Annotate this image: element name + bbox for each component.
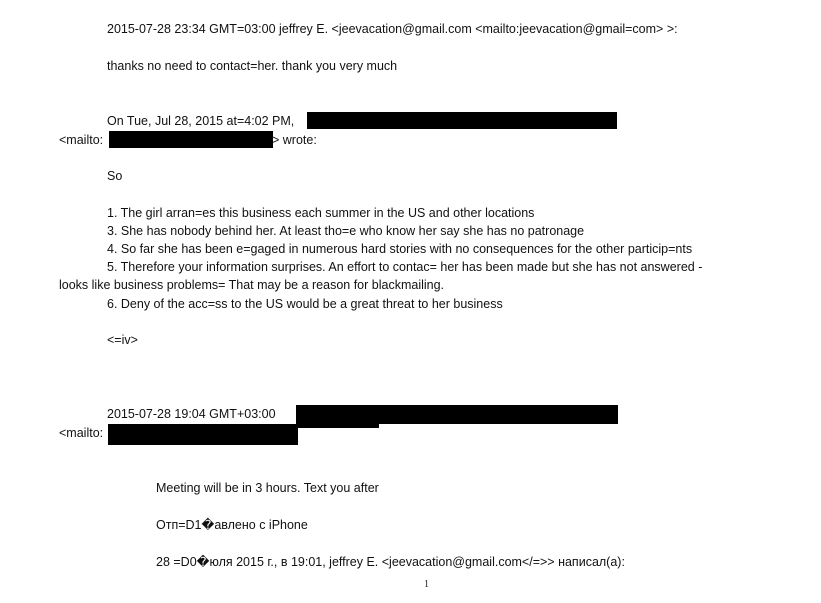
div-tag: <=iv>: [107, 333, 138, 347]
wrote-suffix: > wrote:: [272, 133, 317, 147]
mailto-prefix: <mailto:: [59, 133, 104, 147]
redaction-block: [307, 112, 617, 129]
russian-quote: 28 =D0�юля 2015 г., в 19:01, jeffrey E. <jeevacation@gmail.com</=>> написал(а):: [156, 555, 625, 569]
list-item: 4. So far she has been e=gaged in numerous hard stories with no consequences for the other particip=nts: [107, 242, 693, 256]
redaction-block: [379, 405, 618, 424]
mailto-prefix: <mailto:: [59, 426, 104, 440]
list-item: 3. She has nobody behind her. At least tho=e who know her say she has no patronage: [107, 224, 585, 238]
quote-header: On Tue, Jul 28, 2015 at=4:02 PM,: [107, 114, 295, 128]
list-item-continuation: looks like business problems= That may be a reason for blackmailing.: [59, 278, 445, 292]
meeting-text: Meeting will be in 3 hours. Text you after: [156, 481, 379, 495]
redaction-block: [109, 131, 273, 148]
redaction-block: [108, 424, 298, 445]
list-item: 1. The girl arran=es this business each summer in the US and other locations: [107, 206, 535, 220]
email-header-1: 2015-07-28 23:34 GMT=03:00 jeffrey E. <jeevacation@gmail.com <mailto:jeevacation@gmail=com> >:: [107, 22, 678, 36]
list-item: 5. Therefore your information surprises. An effort to contac= her has been made but she has not answered -: [107, 260, 703, 274]
reply-text: thanks no need to contact=her. thank you very much: [107, 59, 398, 73]
email-header-2: 2015-07-28 19:04 GMT+03:00: [107, 407, 276, 421]
list-item: 6. Deny of the acc=ss to the US would be a great threat to her business: [107, 297, 503, 311]
page-number: 1: [424, 579, 429, 590]
redaction-block: [296, 405, 379, 428]
salutation: So: [107, 169, 123, 183]
sent-from: Отп=D1�авлено с iPhone: [156, 518, 308, 532]
